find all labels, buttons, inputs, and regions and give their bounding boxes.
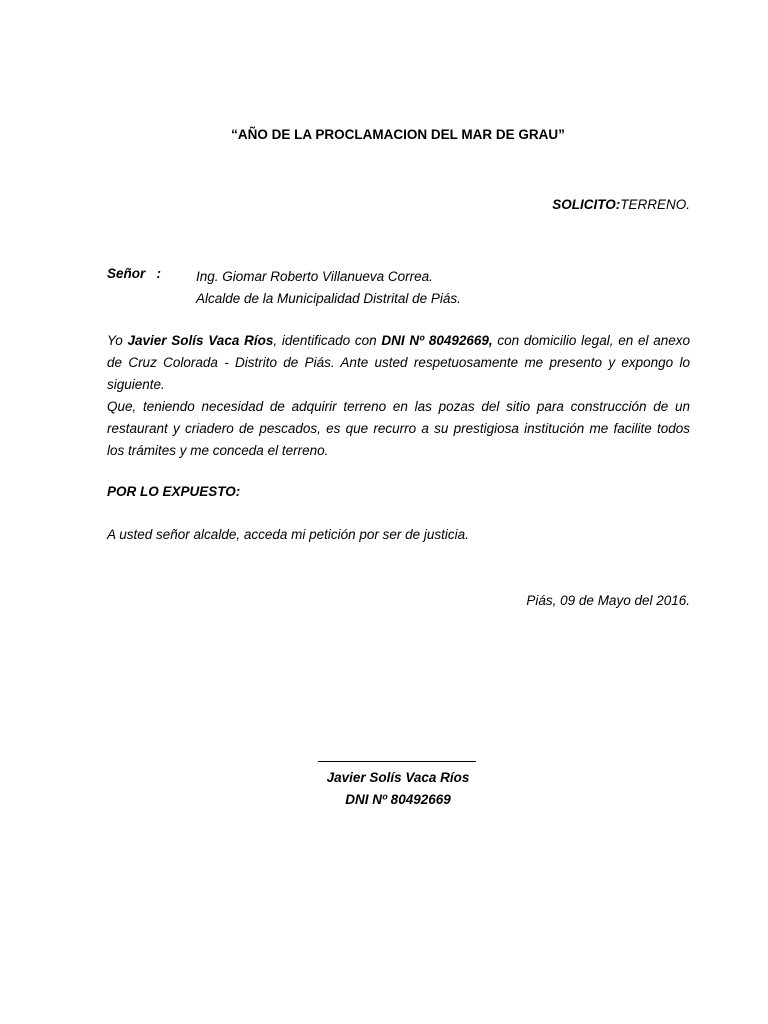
paragraph-request: Que, teniendo necesidad de adquirir terreno en las pozas del sitio para construcción de un restaurant y criadero de pescados, es que recurro a su prestigiosa institución me facilite todos los trámites y me conceda el terreno. xyxy=(107,399,690,458)
recipient-name: Ing. Giomar Roberto Villanueva Correa. xyxy=(196,269,433,284)
intro-mid: , identificado con xyxy=(273,333,382,348)
solicito-line xyxy=(552,197,690,212)
por-lo-expuesto-heading: POR LO EXPUESTO: xyxy=(107,484,241,499)
recipient-title: Alcalde de la Municipalidad Distrital de Piás. xyxy=(196,291,461,306)
intro-rest: con domicilio legal, en el anexo de Cruz Colorada - Distrito de Piás. Ante usted respetuosamente me presento y expongo lo siguiente. xyxy=(107,333,690,392)
applicant-dni: DNI Nº 80492669, xyxy=(381,333,493,348)
document-date: Piás, 09 de Mayo del 2016. xyxy=(526,593,690,608)
solicito-value: TERRENO. xyxy=(620,197,690,212)
recipient-block xyxy=(196,266,461,310)
signature-line xyxy=(318,761,476,762)
document-title: “AÑO DE LA PROCLAMACION DEL MAR DE GRAU” xyxy=(231,127,565,142)
intro-prefix: Yo xyxy=(107,333,128,348)
signature-dni: DNI Nº 80492669 xyxy=(345,792,451,807)
salutation-label: Señor : xyxy=(107,266,162,281)
solicito-label: SOLICITO: xyxy=(552,197,621,212)
signature-name: Javier Solís Vaca Ríos xyxy=(326,770,470,785)
closing-sentence: A usted señor alcalde, acceda mi petición por ser de justicia. xyxy=(107,527,469,542)
applicant-name: Javier Solís Vaca Ríos xyxy=(127,333,274,348)
paragraph-introduction xyxy=(107,330,690,396)
signature-block xyxy=(300,767,496,811)
